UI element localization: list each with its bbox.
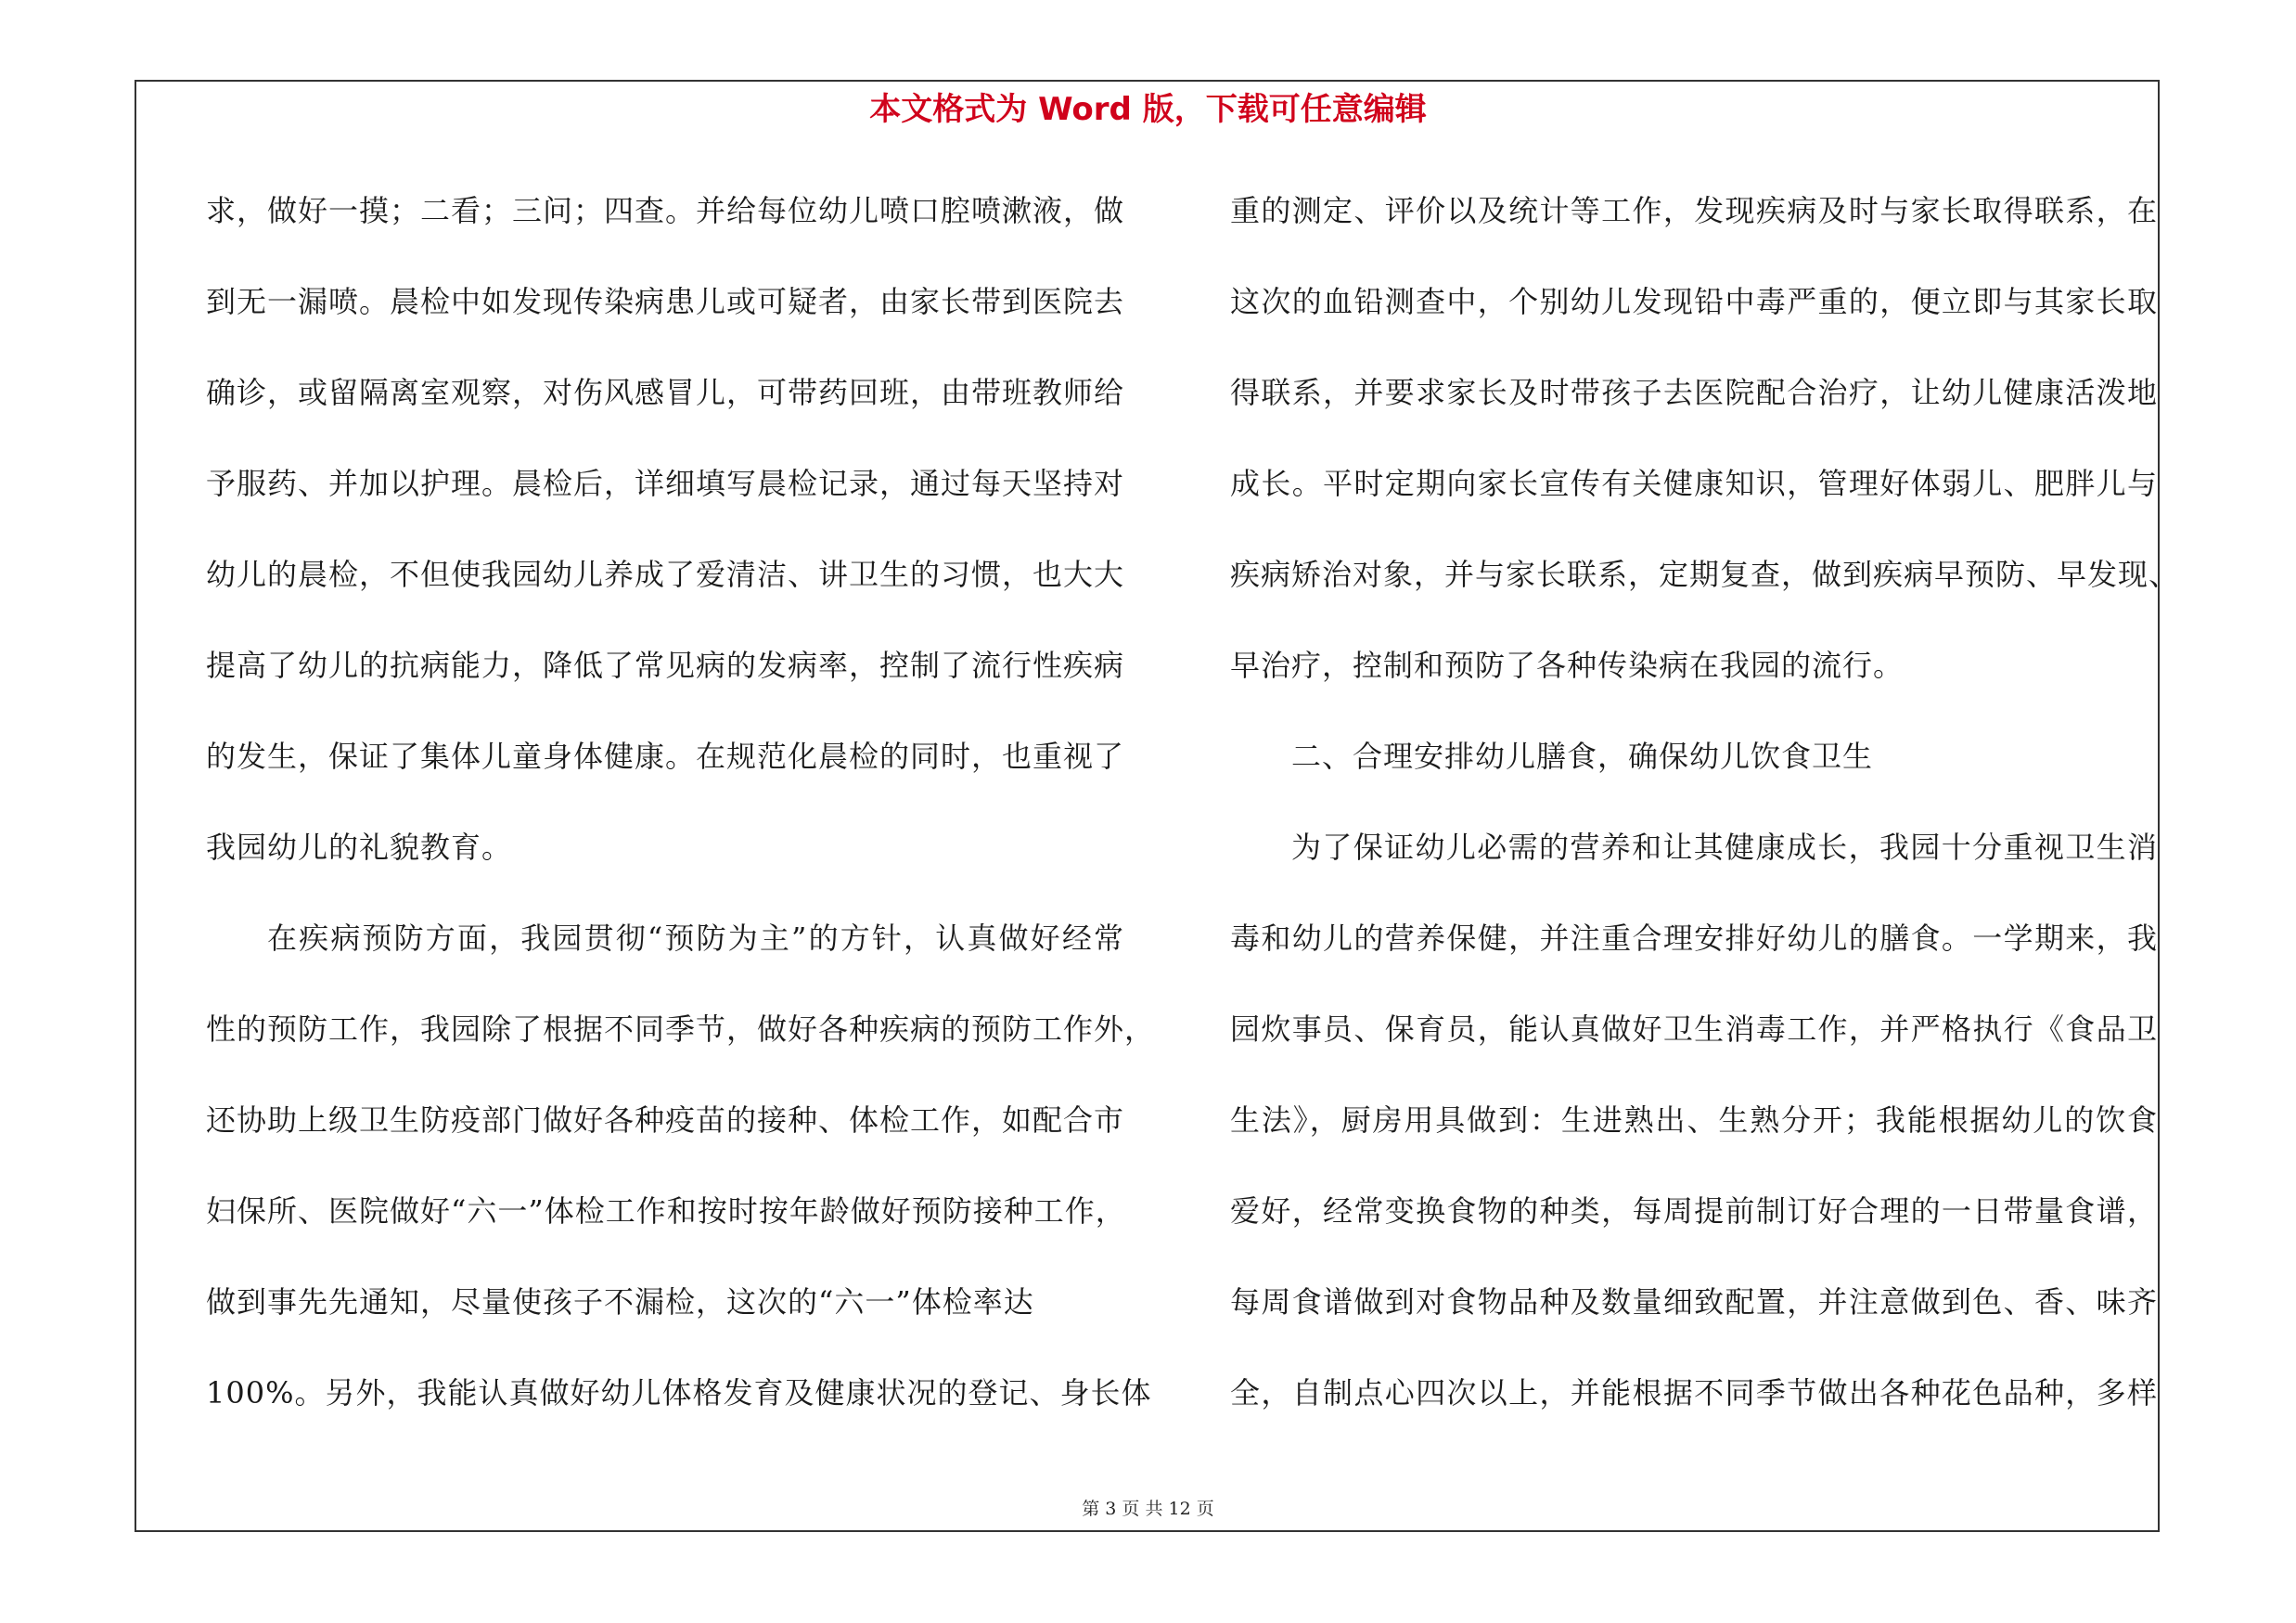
text-line: 做到事先先通知，尽量使孩子不漏检，这次的“六一”体检率达 bbox=[206, 1284, 1034, 1320]
text-line: 每周食谱做到对食物品种及数量细致配置，并注意做到色、香、味齐 bbox=[1230, 1284, 2158, 1320]
text-line: 提高了幼儿的抗病能力，降低了常见病的发病率，控制了流行性疾病 bbox=[206, 648, 1125, 683]
text-line: 100%。另外，我能认真做好幼儿体格发育及健康状况的登记、身长体 bbox=[206, 1375, 1152, 1410]
format-notice-banner: 本文格式为 Word 版，下载可任意编辑 bbox=[869, 91, 1427, 128]
page-number-footer: 第 3 页 共 12 页 bbox=[1082, 1499, 1214, 1519]
text-line: 成长。平时定期向家长宣传有关健康知识，管理好体弱儿、肥胖儿与 bbox=[1230, 466, 2158, 501]
text-line: 得联系，并要求家长及时带孩子去医院配合治疗，让幼儿健康活泼地 bbox=[1230, 375, 2158, 410]
text-line: 爱好，经常变换食物的种类，每周提前制订好合理的一日带量食谱， bbox=[1230, 1193, 2158, 1229]
text-line: 我园幼儿的礼貌教育。 bbox=[206, 830, 513, 865]
text-line: 生法》，厨房用具做到：生进熟出、生熟分开；我能根据幼儿的饮食 bbox=[1230, 1102, 2158, 1138]
text-line: 为了保证幼儿必需的营养和让其健康成长，我园十分重视卫生消 bbox=[1291, 830, 2158, 865]
left-text-column bbox=[206, 183, 1156, 1456]
text-line: 这次的血铅测查中，个别幼儿发现铅中毒严重的，便立即与其家长取 bbox=[1230, 284, 2158, 319]
text-line: 园炊事员、保育员，能认真做好卫生消毒工作，并严格执行《食品卫 bbox=[1230, 1011, 2158, 1047]
text-line: 二、合理安排幼儿膳食，确保幼儿饮食卫生 bbox=[1291, 739, 1874, 774]
text-line: 还协助上级卫生防疫部门做好各种疫苗的接种、体检工作，如配合市 bbox=[206, 1102, 1125, 1138]
text-line: 重的测定、评价以及统计等工作，发现疾病及时与家长取得联系，在 bbox=[1230, 193, 2158, 228]
text-line: 早治疗，控制和预防了各种传染病在我园的流行。 bbox=[1230, 648, 1905, 683]
text-line: 予服药、并加以护理。晨检后，详细填写晨检记录，通过每天坚持对 bbox=[206, 466, 1125, 501]
text-line: 性的预防工作，我园除了根据不同季节，做好各种疾病的预防工作外， bbox=[206, 1011, 1156, 1047]
text-line: 毒和幼儿的营养保健，并注重合理安排好幼儿的膳食。一学期来，我 bbox=[1230, 921, 2158, 956]
text-line: 疾病矫治对象，并与家长联系，定期复查，做到疾病早预防、早发现、 bbox=[1230, 557, 2180, 592]
right-text-column bbox=[1230, 183, 2180, 1456]
text-line: 确诊，或留隔离室观察，对伤风感冒儿，可带药回班，由带班教师给 bbox=[206, 375, 1125, 410]
text-line: 求，做好一摸；二看；三问；四查。并给每位幼儿喷口腔喷漱液，做 bbox=[206, 193, 1125, 228]
text-line: 在疾病预防方面，我园贯彻“预防为主”的方针，认真做好经常 bbox=[267, 921, 1124, 956]
text-line: 妇保所、医院做好“六一”体检工作和按时按年龄做好预防接种工作， bbox=[206, 1193, 1126, 1229]
text-line: 全，自制点心四次以上，并能根据不同季节做出各种花色品种，多样 bbox=[1230, 1375, 2158, 1410]
text-line: 的发生，保证了集体儿童身体健康。在规范化晨检的同时，也重视了 bbox=[206, 739, 1125, 774]
text-line: 到无一漏喷。晨检中如发现传染病患儿或可疑者，由家长带到医院去 bbox=[206, 284, 1125, 319]
text-line: 幼儿的晨检，不但使我园幼儿养成了爱清洁、讲卫生的习惯，也大大 bbox=[206, 557, 1125, 592]
